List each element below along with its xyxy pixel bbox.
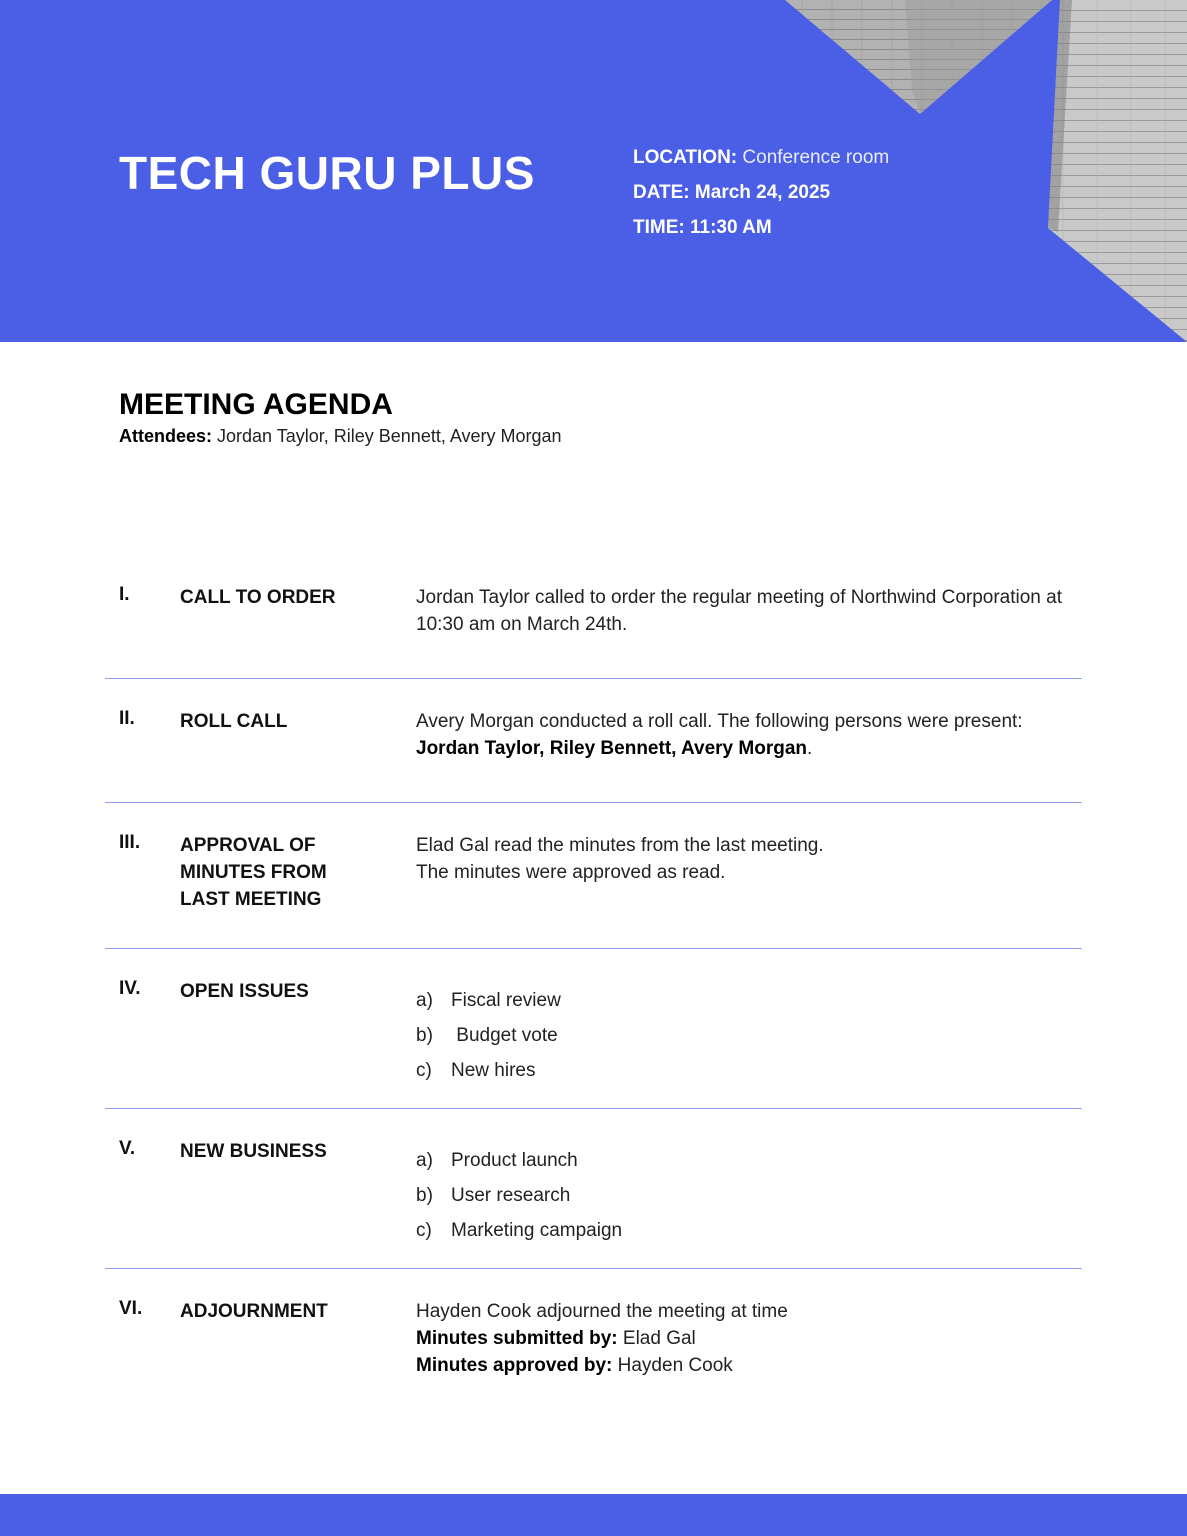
time-label: TIME: — [633, 217, 685, 238]
section-text — [416, 1298, 1082, 1379]
open-issues-list — [416, 987, 561, 1092]
section-text: Jordan Taylor called to order the regular meeting of Northwind Corporation at 10:30 am on March 24th. — [416, 587, 1062, 635]
footer-bar — [0, 1494, 1187, 1536]
section-title: APPROVAL OF MINUTES FROM LAST MEETING — [180, 835, 327, 910]
section-adjournment — [105, 1269, 1082, 1409]
section-number: VI. — [119, 1298, 143, 1319]
approved-by-value: Hayden Cook — [617, 1355, 733, 1376]
list-item-label: Fiscal review — [451, 990, 561, 1011]
section-open-issues — [105, 949, 1082, 1109]
list-marker: b) — [416, 1185, 433, 1206]
list-item — [416, 1057, 561, 1092]
roll-call-text: Avery Morgan conducted a roll call. The following persons were present: — [416, 711, 1023, 732]
list-marker: c) — [416, 1060, 432, 1081]
time-line — [633, 216, 889, 251]
list-item — [416, 1022, 561, 1057]
section-title: NEW BUSINESS — [180, 1141, 327, 1162]
present-suffix: . — [807, 738, 813, 759]
minutes-read-line: Elad Gal read the minutes from the last meeting. — [416, 835, 824, 856]
meeting-details — [633, 146, 889, 251]
section-title: ADJOURNMENT — [180, 1301, 328, 1322]
list-item — [416, 1147, 622, 1182]
section-text — [416, 708, 1082, 762]
section-approval-of-minutes — [105, 803, 1082, 949]
submitted-by-value: Elad Gal — [622, 1328, 696, 1349]
section-title: OPEN ISSUES — [180, 981, 309, 1002]
section-roll-call — [105, 679, 1082, 803]
minutes-approved-line: The minutes were approved as read. — [416, 862, 726, 883]
new-business-list — [416, 1147, 622, 1252]
date-value: March 24, 2025 — [694, 182, 831, 203]
list-item — [416, 987, 561, 1022]
list-item-label: User research — [451, 1185, 571, 1206]
list-marker: b) — [416, 1025, 433, 1046]
section-text — [416, 832, 1082, 886]
section-number: II. — [119, 708, 135, 729]
list-item-label: Product launch — [451, 1150, 578, 1171]
location-value: Conference room — [742, 147, 890, 168]
list-item-label: New hires — [451, 1060, 536, 1081]
location-label: LOCATION: — [633, 147, 738, 168]
date-line — [633, 181, 889, 216]
submitted-by-label: Minutes submitted by: — [416, 1328, 618, 1349]
list-item — [416, 1182, 622, 1217]
list-item-label: Marketing campaign — [451, 1220, 623, 1241]
present-names: Jordan Taylor, Riley Bennett, Avery Morgan — [416, 738, 808, 759]
agenda-title: MEETING AGENDA — [119, 388, 393, 421]
adjourned-line: Hayden Cook adjourned the meeting at time — [416, 1301, 788, 1322]
company-name: TECH GURU PLUS — [119, 147, 535, 199]
header-banner — [0, 0, 1187, 342]
list-item-label: Budget vote — [451, 1025, 558, 1046]
list-marker: c) — [416, 1220, 432, 1241]
agenda-sections — [105, 578, 1082, 1409]
section-number: III. — [119, 832, 141, 853]
section-number: V. — [119, 1138, 136, 1159]
attendees-line — [119, 426, 562, 447]
section-title: ROLL CALL — [180, 711, 288, 732]
attendees-label: Attendees: — [119, 426, 213, 446]
section-number: I. — [119, 584, 130, 605]
approved-by-label: Minutes approved by: — [416, 1355, 613, 1376]
list-marker: a) — [416, 1150, 433, 1171]
attendees-value: Jordan Taylor, Riley Bennett, Avery Morgan — [217, 426, 562, 446]
location-line — [633, 146, 889, 181]
section-call-to-order — [105, 578, 1082, 679]
section-title: CALL TO ORDER — [180, 587, 336, 608]
time-value: 11:30 AM — [690, 217, 772, 238]
section-new-business — [105, 1109, 1082, 1269]
list-item — [416, 1217, 622, 1252]
date-label: DATE: — [633, 182, 690, 203]
section-number: IV. — [119, 978, 141, 999]
list-marker: a) — [416, 990, 433, 1011]
